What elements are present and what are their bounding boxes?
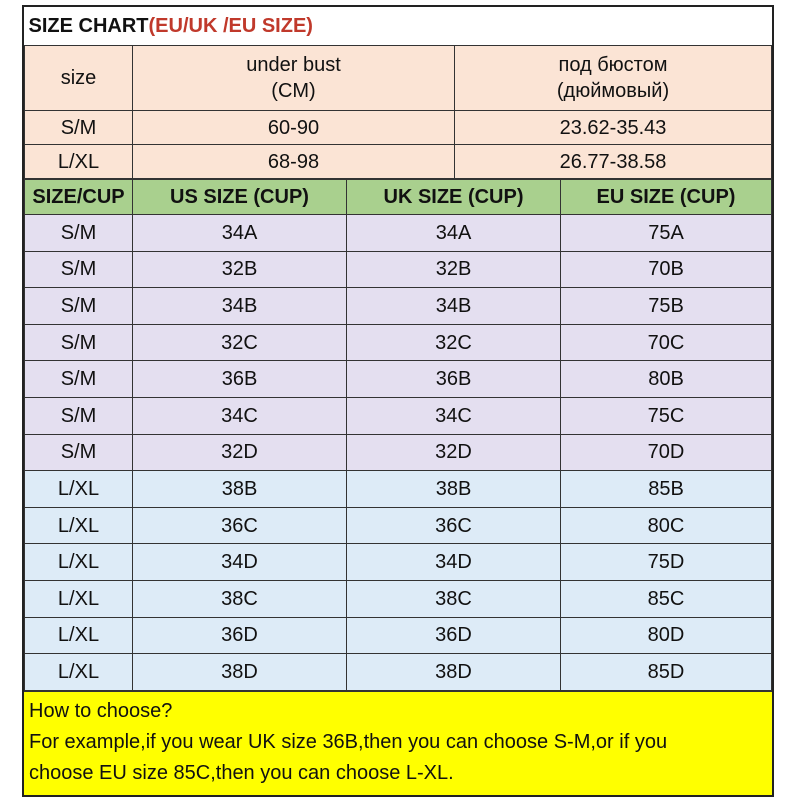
- uk-size-cell: 32D: [347, 434, 561, 471]
- cup-size-cell: S/M: [25, 215, 133, 252]
- uk-size-cell: 34A: [347, 215, 561, 252]
- cup-size-cell: L/XL: [25, 654, 133, 691]
- uk-size-cell: 34D: [347, 544, 561, 581]
- eu-size-cell: 85B: [561, 471, 772, 508]
- table-row: [25, 361, 772, 398]
- note-line-1: How to choose?: [29, 699, 173, 722]
- cup-header-us: US SIZE (CUP): [133, 180, 347, 215]
- size-chart: [22, 5, 774, 797]
- inch-header-line2: (дюймовый): [556, 80, 670, 102]
- note-line-2: For example,if you wear UK size 36B,then you can choose S-M,or if you: [29, 730, 668, 753]
- us-size-cell: 34A: [133, 215, 347, 252]
- measure-size: S/M: [25, 111, 133, 145]
- inch-header-line1: под бюстом: [558, 54, 668, 76]
- table-row: [25, 215, 772, 252]
- inch-header: [455, 46, 772, 111]
- cup-header-row: [25, 180, 772, 215]
- cup-size-cell: S/M: [25, 324, 133, 361]
- uk-size-cell: 34C: [347, 397, 561, 434]
- eu-size-cell: 75B: [561, 288, 772, 325]
- measure-row: [25, 111, 772, 145]
- eu-size-cell: 80C: [561, 507, 772, 544]
- eu-size-cell: 70B: [561, 251, 772, 288]
- eu-size-cell: 80B: [561, 361, 772, 398]
- title-row: [25, 7, 772, 46]
- measure-inch: 26.77-38.58: [455, 145, 772, 179]
- cup-table-body: [25, 215, 772, 691]
- table-row: [25, 580, 772, 617]
- us-size-cell: 38D: [133, 654, 347, 691]
- us-size-cell: 34B: [133, 288, 347, 325]
- table-row: [25, 324, 772, 361]
- us-size-cell: 32C: [133, 324, 347, 361]
- table-row: [25, 434, 772, 471]
- us-size-cell: 34C: [133, 397, 347, 434]
- cm-header: [133, 46, 455, 111]
- measure-table: [24, 7, 772, 179]
- uk-size-cell: 36C: [347, 507, 561, 544]
- measure-row: [25, 145, 772, 179]
- table-row: [25, 251, 772, 288]
- how-to-choose-note: [24, 691, 772, 795]
- cup-header-uk: UK SIZE (CUP): [347, 180, 561, 215]
- table-row: [25, 471, 772, 508]
- us-size-cell: 32D: [133, 434, 347, 471]
- uk-size-cell: 32C: [347, 324, 561, 361]
- eu-size-cell: 70C: [561, 324, 772, 361]
- table-row: [25, 288, 772, 325]
- cup-size-cell: L/XL: [25, 507, 133, 544]
- measure-cm: 68-98: [133, 145, 455, 179]
- title-sub: (EU/UK /EU SIZE): [148, 15, 313, 37]
- eu-size-cell: 80D: [561, 617, 772, 654]
- note-line-3: choose EU size 85C,then you can choose L-XL.: [29, 761, 454, 784]
- uk-size-cell: 38B: [347, 471, 561, 508]
- measure-cm: 60-90: [133, 111, 455, 145]
- measure-size: L/XL: [25, 145, 133, 179]
- eu-size-cell: 85C: [561, 580, 772, 617]
- cup-size-cell: L/XL: [25, 471, 133, 508]
- cup-size-cell: L/XL: [25, 544, 133, 581]
- uk-size-cell: 32B: [347, 251, 561, 288]
- table-row: [25, 507, 772, 544]
- eu-size-cell: 75A: [561, 215, 772, 252]
- us-size-cell: 34D: [133, 544, 347, 581]
- cup-size-cell: S/M: [25, 288, 133, 325]
- uk-size-cell: 36B: [347, 361, 561, 398]
- cup-size-cell: S/M: [25, 361, 133, 398]
- us-size-cell: 36D: [133, 617, 347, 654]
- table-row: [25, 397, 772, 434]
- cup-size-cell: S/M: [25, 434, 133, 471]
- table-row: [25, 654, 772, 691]
- measure-header-row: [25, 46, 772, 111]
- size-header: size: [25, 46, 133, 111]
- uk-size-cell: 38D: [347, 654, 561, 691]
- uk-size-cell: 34B: [347, 288, 561, 325]
- eu-size-cell: 85D: [561, 654, 772, 691]
- measure-inch: 23.62-35.43: [455, 111, 772, 145]
- table-row: [25, 617, 772, 654]
- us-size-cell: 36B: [133, 361, 347, 398]
- cup-size-cell: S/M: [25, 251, 133, 288]
- us-size-cell: 38B: [133, 471, 347, 508]
- cm-header-line2: (CM): [271, 80, 316, 102]
- chart-title: [25, 7, 772, 46]
- eu-size-cell: 75D: [561, 544, 772, 581]
- cup-header-eu: EU SIZE (CUP): [561, 180, 772, 215]
- uk-size-cell: 38C: [347, 580, 561, 617]
- cup-table: [24, 179, 772, 691]
- us-size-cell: 36C: [133, 507, 347, 544]
- table-row: [25, 544, 772, 581]
- cup-header-size: SIZE/CUP: [25, 180, 133, 215]
- eu-size-cell: 70D: [561, 434, 772, 471]
- us-size-cell: 38C: [133, 580, 347, 617]
- eu-size-cell: 75C: [561, 397, 772, 434]
- title-main: SIZE CHART: [28, 15, 149, 37]
- cup-size-cell: L/XL: [25, 617, 133, 654]
- us-size-cell: 32B: [133, 251, 347, 288]
- cup-size-cell: L/XL: [25, 580, 133, 617]
- cm-header-line1: under bust: [246, 54, 341, 76]
- cup-size-cell: S/M: [25, 397, 133, 434]
- uk-size-cell: 36D: [347, 617, 561, 654]
